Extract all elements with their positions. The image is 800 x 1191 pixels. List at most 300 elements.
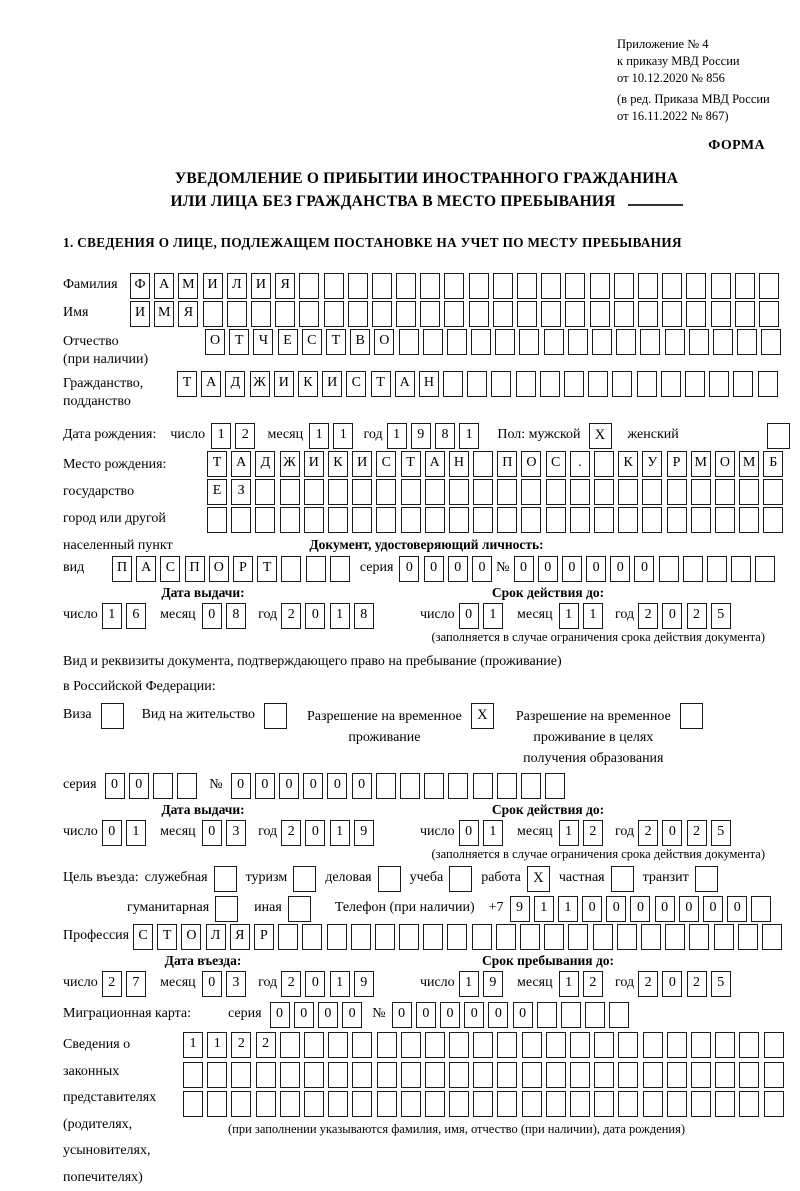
char-cell[interactable]: 1 [183, 1032, 203, 1058]
char-cell[interactable]: 2 [583, 971, 603, 997]
char-cell[interactable]: А [231, 451, 251, 477]
char-cell[interactable] [328, 1091, 348, 1117]
char-cell[interactable] [304, 479, 324, 505]
char-cell[interactable] [399, 329, 419, 355]
char-cell[interactable] [280, 1032, 300, 1058]
char-cell[interactable]: 0 [129, 773, 149, 799]
char-cell[interactable] [473, 451, 493, 477]
char-cell[interactable] [521, 507, 541, 533]
char-cell[interactable] [640, 329, 660, 355]
char-cell[interactable] [280, 1091, 300, 1117]
char-cell[interactable] [609, 1002, 629, 1028]
char-cell[interactable]: 0 [472, 556, 492, 582]
char-cell[interactable] [662, 301, 682, 327]
char-cell[interactable] [231, 1091, 251, 1117]
char-cell[interactable] [612, 371, 632, 397]
char-cell[interactable] [546, 479, 566, 505]
char-cell[interactable]: А [136, 556, 156, 582]
char-cell[interactable]: А [154, 273, 174, 299]
char-cell[interactable]: 0 [416, 1002, 436, 1028]
char-cell[interactable] [739, 1032, 759, 1058]
char-cell[interactable] [278, 924, 298, 950]
char-cell[interactable]: 0 [202, 971, 222, 997]
char-cell[interactable] [755, 556, 775, 582]
char-cell[interactable] [537, 1002, 557, 1028]
char-cell[interactable]: 0 [202, 603, 222, 629]
char-cell[interactable] [401, 479, 421, 505]
char-cell[interactable]: О [205, 329, 225, 355]
char-cell[interactable]: И [322, 371, 342, 397]
char-cell[interactable] [689, 329, 709, 355]
char-cell[interactable]: 0 [102, 820, 122, 846]
char-cell[interactable] [449, 479, 469, 505]
char-cell[interactable] [444, 273, 464, 299]
char-cell[interactable]: 0 [662, 820, 682, 846]
char-cell[interactable] [400, 773, 420, 799]
char-cell[interactable]: Я [178, 301, 198, 327]
char-cell[interactable] [424, 773, 444, 799]
char-cell[interactable] [425, 507, 445, 533]
char-cell[interactable]: 0 [440, 1002, 460, 1028]
char-cell[interactable]: 0 [679, 896, 699, 922]
char-cell[interactable]: 9 [483, 971, 503, 997]
char-cell[interactable] [570, 479, 590, 505]
char-cell[interactable] [375, 924, 395, 950]
char-cell[interactable]: 0 [424, 556, 444, 582]
char-cell[interactable] [618, 1091, 638, 1117]
char-cell[interactable] [686, 301, 706, 327]
char-cell[interactable] [713, 329, 733, 355]
char-cell[interactable] [570, 507, 590, 533]
char-cell[interactable]: 8 [435, 423, 455, 449]
char-cell[interactable]: О [209, 556, 229, 582]
char-cell[interactable]: 0 [303, 773, 323, 799]
char-cell[interactable] [449, 1032, 469, 1058]
char-cell[interactable]: Ж [250, 371, 270, 397]
char-cell[interactable] [737, 329, 757, 355]
char-cell[interactable] [495, 329, 515, 355]
char-cell[interactable]: П [497, 451, 517, 477]
char-cell[interactable]: 1 [309, 423, 329, 449]
char-cell[interactable] [497, 773, 517, 799]
char-cell[interactable]: 1 [102, 603, 122, 629]
char-cell[interactable] [667, 507, 687, 533]
char-cell[interactable]: 3 [226, 820, 246, 846]
char-cell[interactable] [471, 329, 491, 355]
char-cell[interactable]: 1 [330, 971, 350, 997]
char-cell[interactable] [328, 479, 348, 505]
char-cell[interactable] [691, 1091, 711, 1117]
char-cell[interactable] [759, 301, 779, 327]
char-cell[interactable] [280, 479, 300, 505]
char-cell[interactable]: 1 [459, 423, 479, 449]
char-cell[interactable] [685, 371, 705, 397]
char-cell[interactable] [541, 301, 561, 327]
char-cell[interactable] [496, 924, 516, 950]
char-cell[interactable]: 2 [687, 971, 707, 997]
char-cell[interactable]: 2 [638, 971, 658, 997]
char-cell[interactable] [255, 507, 275, 533]
char-cell[interactable] [738, 924, 758, 950]
char-cell[interactable] [614, 273, 634, 299]
char-cell[interactable]: Ж [280, 451, 300, 477]
char-cell[interactable] [594, 507, 614, 533]
char-cell[interactable]: Н [449, 451, 469, 477]
char-cell[interactable]: 0 [630, 896, 650, 922]
char-cell[interactable]: И [203, 273, 223, 299]
char-cell[interactable]: И [352, 451, 372, 477]
char-cell[interactable] [544, 329, 564, 355]
char-cell[interactable] [516, 371, 536, 397]
char-cell[interactable] [517, 301, 537, 327]
char-cell[interactable] [299, 301, 319, 327]
char-cell[interactable]: 0 [279, 773, 299, 799]
char-cell[interactable]: 5 [711, 603, 731, 629]
char-cell[interactable] [473, 479, 493, 505]
char-cell[interactable] [493, 273, 513, 299]
business-checkbox[interactable] [378, 866, 401, 892]
char-cell[interactable]: 1 [559, 603, 579, 629]
char-cell[interactable] [641, 924, 661, 950]
char-cell[interactable] [423, 329, 443, 355]
char-cell[interactable] [469, 301, 489, 327]
char-cell[interactable] [588, 371, 608, 397]
char-cell[interactable]: З [231, 479, 251, 505]
char-cell[interactable]: 0 [634, 556, 654, 582]
char-cell[interactable] [618, 507, 638, 533]
char-cell[interactable] [590, 301, 610, 327]
char-cell[interactable] [618, 1032, 638, 1058]
char-cell[interactable] [761, 329, 781, 355]
char-cell[interactable] [443, 371, 463, 397]
char-cell[interactable] [183, 1091, 203, 1117]
char-cell[interactable]: М [178, 273, 198, 299]
char-cell[interactable]: 2 [281, 603, 301, 629]
char-cell[interactable]: 1 [333, 423, 353, 449]
char-cell[interactable]: П [112, 556, 132, 582]
char-cell[interactable] [759, 273, 779, 299]
temp-permit-checkbox[interactable]: X [471, 703, 494, 729]
char-cell[interactable] [401, 1062, 421, 1088]
char-cell[interactable] [231, 507, 251, 533]
char-cell[interactable] [691, 507, 711, 533]
char-cell[interactable]: А [201, 371, 221, 397]
char-cell[interactable] [256, 1062, 276, 1088]
char-cell[interactable] [714, 924, 734, 950]
char-cell[interactable] [763, 479, 783, 505]
char-cell[interactable] [328, 507, 348, 533]
char-cell[interactable] [280, 507, 300, 533]
char-cell[interactable] [691, 1032, 711, 1058]
char-cell[interactable]: И [251, 273, 271, 299]
char-cell[interactable] [472, 924, 492, 950]
char-cell[interactable]: А [395, 371, 415, 397]
char-cell[interactable]: 0 [488, 1002, 508, 1028]
char-cell[interactable]: Т [229, 329, 249, 355]
char-cell[interactable]: Т [177, 371, 197, 397]
char-cell[interactable] [328, 1032, 348, 1058]
char-cell[interactable] [399, 924, 419, 950]
char-cell[interactable]: Л [206, 924, 226, 950]
char-cell[interactable] [469, 273, 489, 299]
char-cell[interactable] [377, 1091, 397, 1117]
char-cell[interactable] [352, 507, 372, 533]
char-cell[interactable]: 1 [483, 820, 503, 846]
char-cell[interactable]: У [642, 451, 662, 477]
char-cell[interactable] [328, 1062, 348, 1088]
char-cell[interactable] [497, 1091, 517, 1117]
char-cell[interactable] [396, 273, 416, 299]
char-cell[interactable]: Ф [130, 273, 150, 299]
char-cell[interactable] [519, 329, 539, 355]
char-cell[interactable]: Н [419, 371, 439, 397]
char-cell[interactable]: 1 [459, 971, 479, 997]
char-cell[interactable]: И [274, 371, 294, 397]
char-cell[interactable] [642, 479, 662, 505]
char-cell[interactable] [764, 1091, 784, 1117]
char-cell[interactable] [497, 479, 517, 505]
char-cell[interactable] [735, 301, 755, 327]
char-cell[interactable]: 9 [354, 820, 374, 846]
char-cell[interactable]: 1 [559, 820, 579, 846]
temp-permit-edu-checkbox[interactable] [680, 703, 703, 729]
char-cell[interactable]: 0 [448, 556, 468, 582]
char-cell[interactable]: Т [401, 451, 421, 477]
char-cell[interactable] [227, 301, 247, 327]
char-cell[interactable]: 0 [514, 556, 534, 582]
char-cell[interactable] [203, 301, 223, 327]
char-cell[interactable] [304, 1062, 324, 1088]
char-cell[interactable] [491, 371, 511, 397]
char-cell[interactable]: С [160, 556, 180, 582]
char-cell[interactable] [643, 1062, 663, 1088]
char-cell[interactable]: С [302, 329, 322, 355]
char-cell[interactable] [517, 273, 537, 299]
char-cell[interactable] [618, 479, 638, 505]
char-cell[interactable]: 1 [387, 423, 407, 449]
char-cell[interactable]: Р [233, 556, 253, 582]
char-cell[interactable]: 0 [202, 820, 222, 846]
char-cell[interactable] [444, 301, 464, 327]
char-cell[interactable] [711, 301, 731, 327]
char-cell[interactable] [565, 273, 585, 299]
char-cell[interactable]: 6 [126, 603, 146, 629]
char-cell[interactable]: 0 [318, 1002, 338, 1028]
char-cell[interactable] [638, 273, 658, 299]
char-cell[interactable] [348, 301, 368, 327]
char-cell[interactable]: Е [207, 479, 227, 505]
char-cell[interactable] [739, 1091, 759, 1117]
char-cell[interactable] [593, 924, 613, 950]
char-cell[interactable] [667, 1032, 687, 1058]
char-cell[interactable] [561, 1002, 581, 1028]
char-cell[interactable]: О [521, 451, 541, 477]
char-cell[interactable] [377, 1032, 397, 1058]
char-cell[interactable] [256, 1091, 276, 1117]
char-cell[interactable] [665, 924, 685, 950]
char-cell[interactable]: С [346, 371, 366, 397]
char-cell[interactable]: Т [157, 924, 177, 950]
char-cell[interactable]: 0 [606, 896, 626, 922]
char-cell[interactable] [520, 924, 540, 950]
official-checkbox[interactable] [214, 866, 237, 892]
char-cell[interactable]: 8 [226, 603, 246, 629]
char-cell[interactable] [255, 479, 275, 505]
char-cell[interactable] [348, 273, 368, 299]
char-cell[interactable]: 5 [711, 820, 731, 846]
char-cell[interactable]: 0 [327, 773, 347, 799]
char-cell[interactable] [425, 479, 445, 505]
char-cell[interactable] [541, 273, 561, 299]
char-cell[interactable] [691, 1062, 711, 1088]
char-cell[interactable] [352, 479, 372, 505]
char-cell[interactable] [594, 1091, 614, 1117]
char-cell[interactable]: 2 [256, 1032, 276, 1058]
char-cell[interactable] [351, 924, 371, 950]
char-cell[interactable]: . [570, 451, 590, 477]
char-cell[interactable]: Т [326, 329, 346, 355]
char-cell[interactable] [568, 924, 588, 950]
char-cell[interactable] [493, 301, 513, 327]
char-cell[interactable]: И [130, 301, 150, 327]
char-cell[interactable] [715, 1032, 735, 1058]
char-cell[interactable] [327, 924, 347, 950]
char-cell[interactable] [420, 301, 440, 327]
char-cell[interactable] [473, 1091, 493, 1117]
char-cell[interactable] [372, 273, 392, 299]
char-cell[interactable] [691, 479, 711, 505]
char-cell[interactable]: Р [254, 924, 274, 950]
char-cell[interactable]: 1 [559, 971, 579, 997]
char-cell[interactable] [739, 479, 759, 505]
char-cell[interactable]: 8 [354, 603, 374, 629]
char-cell[interactable]: С [546, 451, 566, 477]
char-cell[interactable] [667, 1062, 687, 1088]
char-cell[interactable] [153, 773, 173, 799]
char-cell[interactable] [735, 273, 755, 299]
char-cell[interactable] [739, 1062, 759, 1088]
char-cell[interactable] [568, 329, 588, 355]
char-cell[interactable]: 0 [459, 820, 479, 846]
char-cell[interactable]: Т [371, 371, 391, 397]
char-cell[interactable]: 1 [211, 423, 231, 449]
char-cell[interactable] [686, 273, 706, 299]
char-cell[interactable] [473, 507, 493, 533]
char-cell[interactable] [763, 507, 783, 533]
char-cell[interactable]: 0 [270, 1002, 290, 1028]
char-cell[interactable]: 9 [510, 896, 530, 922]
char-cell[interactable] [497, 1062, 517, 1088]
char-cell[interactable] [594, 451, 614, 477]
transit-checkbox[interactable] [695, 866, 718, 892]
char-cell[interactable] [616, 329, 636, 355]
tourism-checkbox[interactable] [293, 866, 316, 892]
char-cell[interactable] [304, 1032, 324, 1058]
char-cell[interactable]: 0 [464, 1002, 484, 1028]
other-checkbox[interactable] [288, 896, 311, 922]
char-cell[interactable] [306, 556, 326, 582]
char-cell[interactable]: 2 [687, 603, 707, 629]
char-cell[interactable]: О [715, 451, 735, 477]
char-cell[interactable]: К [298, 371, 318, 397]
char-cell[interactable]: Е [278, 329, 298, 355]
char-cell[interactable]: 0 [105, 773, 125, 799]
char-cell[interactable] [570, 1032, 590, 1058]
sex-female-checkbox[interactable] [767, 423, 790, 449]
char-cell[interactable]: 0 [399, 556, 419, 582]
char-cell[interactable] [594, 1032, 614, 1058]
char-cell[interactable]: 0 [459, 603, 479, 629]
char-cell[interactable] [280, 1062, 300, 1088]
char-cell[interactable] [302, 924, 322, 950]
char-cell[interactable] [667, 479, 687, 505]
char-cell[interactable] [521, 773, 541, 799]
char-cell[interactable] [522, 1091, 542, 1117]
char-cell[interactable] [522, 1062, 542, 1088]
char-cell[interactable] [425, 1062, 445, 1088]
char-cell[interactable] [376, 479, 396, 505]
char-cell[interactable]: 0 [655, 896, 675, 922]
char-cell[interactable] [281, 556, 301, 582]
char-cell[interactable] [709, 371, 729, 397]
char-cell[interactable]: 0 [610, 556, 630, 582]
char-cell[interactable]: М [691, 451, 711, 477]
char-cell[interactable]: И [304, 451, 324, 477]
char-cell[interactable] [594, 479, 614, 505]
char-cell[interactable] [324, 273, 344, 299]
char-cell[interactable]: 0 [305, 971, 325, 997]
char-cell[interactable] [731, 556, 751, 582]
char-cell[interactable] [665, 329, 685, 355]
char-cell[interactable]: 1 [534, 896, 554, 922]
char-cell[interactable]: 2 [281, 971, 301, 997]
char-cell[interactable]: Б [763, 451, 783, 477]
char-cell[interactable]: 1 [330, 820, 350, 846]
residence-permit-checkbox[interactable] [264, 703, 287, 729]
char-cell[interactable] [473, 773, 493, 799]
char-cell[interactable]: 2 [102, 971, 122, 997]
char-cell[interactable]: 1 [583, 603, 603, 629]
char-cell[interactable] [565, 301, 585, 327]
char-cell[interactable] [423, 924, 443, 950]
char-cell[interactable] [733, 371, 753, 397]
char-cell[interactable] [546, 1062, 566, 1088]
char-cell[interactable] [546, 1032, 566, 1058]
char-cell[interactable] [711, 273, 731, 299]
char-cell[interactable] [707, 556, 727, 582]
char-cell[interactable] [659, 556, 679, 582]
char-cell[interactable] [618, 1062, 638, 1088]
char-cell[interactable] [522, 1032, 542, 1058]
char-cell[interactable] [715, 479, 735, 505]
char-cell[interactable]: М [154, 301, 174, 327]
char-cell[interactable]: 9 [354, 971, 374, 997]
char-cell[interactable]: 1 [483, 603, 503, 629]
visa-checkbox[interactable] [101, 703, 124, 729]
char-cell[interactable]: 1 [207, 1032, 227, 1058]
char-cell[interactable]: 7 [126, 971, 146, 997]
char-cell[interactable] [304, 507, 324, 533]
char-cell[interactable]: 0 [305, 820, 325, 846]
char-cell[interactable]: С [376, 451, 396, 477]
char-cell[interactable] [617, 924, 637, 950]
char-cell[interactable] [544, 924, 564, 950]
char-cell[interactable] [590, 273, 610, 299]
char-cell[interactable] [447, 924, 467, 950]
char-cell[interactable] [643, 1032, 663, 1058]
char-cell[interactable] [396, 301, 416, 327]
char-cell[interactable] [376, 507, 396, 533]
